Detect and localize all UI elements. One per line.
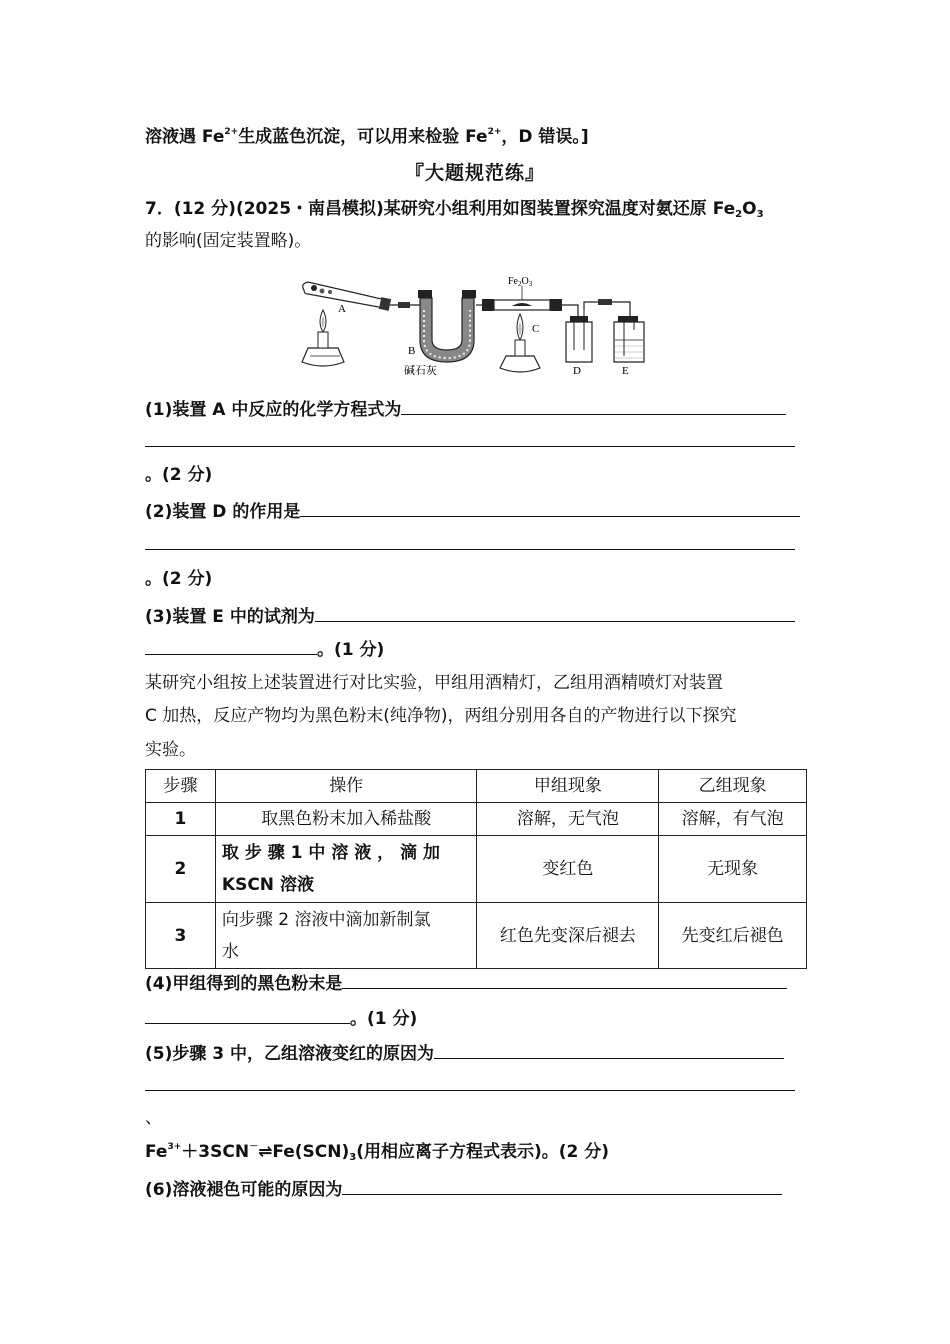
- q3-line: (3)装置 E 中的试剂为: [145, 603, 795, 629]
- q5-answer-blank-2[interactable]: [145, 1090, 795, 1091]
- experiment-table: [145, 769, 807, 969]
- q6-line: (6)溶液褪色可能的原因为: [145, 1176, 782, 1202]
- q3-line-2: 。(1 分): [145, 636, 384, 662]
- table-row: [146, 903, 807, 969]
- alcohol-lamp-a-icon: [302, 310, 344, 366]
- intro-line1: 某研究小组按上述装置进行对比实验，甲组用酒精灯，乙组用酒精喷灯对装置: [145, 673, 723, 693]
- q4-answer-blank[interactable]: [342, 970, 787, 989]
- label-e: E: [622, 365, 629, 377]
- group-a-cell: 红色先变深后褪去: [477, 903, 659, 969]
- q5-equation: $Fe^{3+}+3SCN^-\rightleftharpoons Fe(SCN)_3$(用相应离子方程式表示)。(2 分): [145, 1142, 610, 1163]
- label-c: C: [532, 323, 540, 335]
- q4-answer-blank-2[interactable]: [145, 1005, 350, 1024]
- table-header: 操作: [215, 770, 477, 803]
- q5-line: (5)步骤 3 中，乙组溶液变红的原因为: [145, 1040, 784, 1066]
- q3-answer-blank-2[interactable]: [145, 636, 317, 655]
- q1-line: (1)装置 A 中反应的化学方程式为: [145, 396, 786, 422]
- q4-line-2: 。(1 分): [145, 1005, 417, 1031]
- table-header: 甲组现象: [477, 770, 659, 803]
- table-row: [146, 836, 807, 903]
- q2-score: 。(2 分): [145, 569, 213, 589]
- label-a: A: [338, 303, 346, 315]
- q2-line: (2)装置 D 的作用是: [145, 498, 800, 524]
- q1-score: 。(2 分): [145, 465, 213, 485]
- question-stem-line2: 的影响(固定装置略)。: [145, 231, 312, 251]
- step-cell: 3: [146, 903, 216, 969]
- q5-answer-blank[interactable]: [434, 1040, 784, 1059]
- previous-answer-line: 溶液遇 $Fe^{2+}$生成蓝色沉淀，可以用来检验 $Fe^{2+}$，D 错误。]: [145, 127, 589, 147]
- step-cell: 1: [146, 803, 216, 836]
- group-b-cell: 溶解，有气泡: [659, 803, 807, 836]
- q2-answer-blank-2[interactable]: [145, 549, 795, 550]
- q5-separator: 、: [145, 1108, 162, 1128]
- u-tube-b: [418, 290, 476, 362]
- intro-line3: 实验。: [145, 740, 196, 760]
- apparatus-diagram: [300, 270, 660, 380]
- q1-answer-blank-2[interactable]: [145, 446, 795, 447]
- bottle-e: [614, 316, 644, 362]
- intro-line2: C 加热，反应产物均为黑色粉末(纯净物)，两组分别用各自的产物进行以下探究: [145, 706, 737, 726]
- group-a-cell: 溶解，无气泡: [477, 803, 659, 836]
- q4-line: (4)甲组得到的黑色粉末是: [145, 970, 787, 996]
- table-header: 乙组现象: [659, 770, 807, 803]
- question-stem-line1: 7．(12 分)(2025・南昌模拟)某研究小组利用如图装置探究温度对氨还原 $Fe_2O_3$: [145, 199, 764, 220]
- table-row: [146, 803, 807, 836]
- table-header: 步骤: [146, 770, 216, 803]
- label-lime: 碱石灰: [404, 364, 437, 377]
- group-b-cell: 先变红后褪色: [659, 903, 807, 969]
- operation-cell: 取 步 骤 1 中 溶 液 ， 滴 加 KSCN 溶液: [215, 836, 477, 903]
- table-header-row: [146, 770, 807, 803]
- group-a-cell: 变红色: [477, 836, 659, 903]
- section-title: 『大题规范练』: [404, 162, 545, 184]
- bottle-d: [566, 310, 592, 362]
- group-b-cell: 无现象: [659, 836, 807, 903]
- q2-answer-blank[interactable]: [300, 498, 800, 517]
- label-d: D: [573, 365, 581, 377]
- q3-answer-blank[interactable]: [315, 603, 795, 622]
- q6-answer-blank[interactable]: [342, 1176, 782, 1195]
- test-tube-a: [303, 282, 391, 311]
- operation-cell: 向步骤 2 溶液中滴加新制氯 水: [215, 903, 477, 969]
- label-fe2o3: $Fe_2O_3$: [508, 276, 533, 288]
- operation-cell: 取黑色粉末加入稀盐酸: [215, 803, 477, 836]
- q1-answer-blank[interactable]: [401, 396, 786, 415]
- label-b: B: [408, 345, 416, 357]
- step-cell: 2: [146, 836, 216, 903]
- reaction-tube-c: [482, 299, 562, 311]
